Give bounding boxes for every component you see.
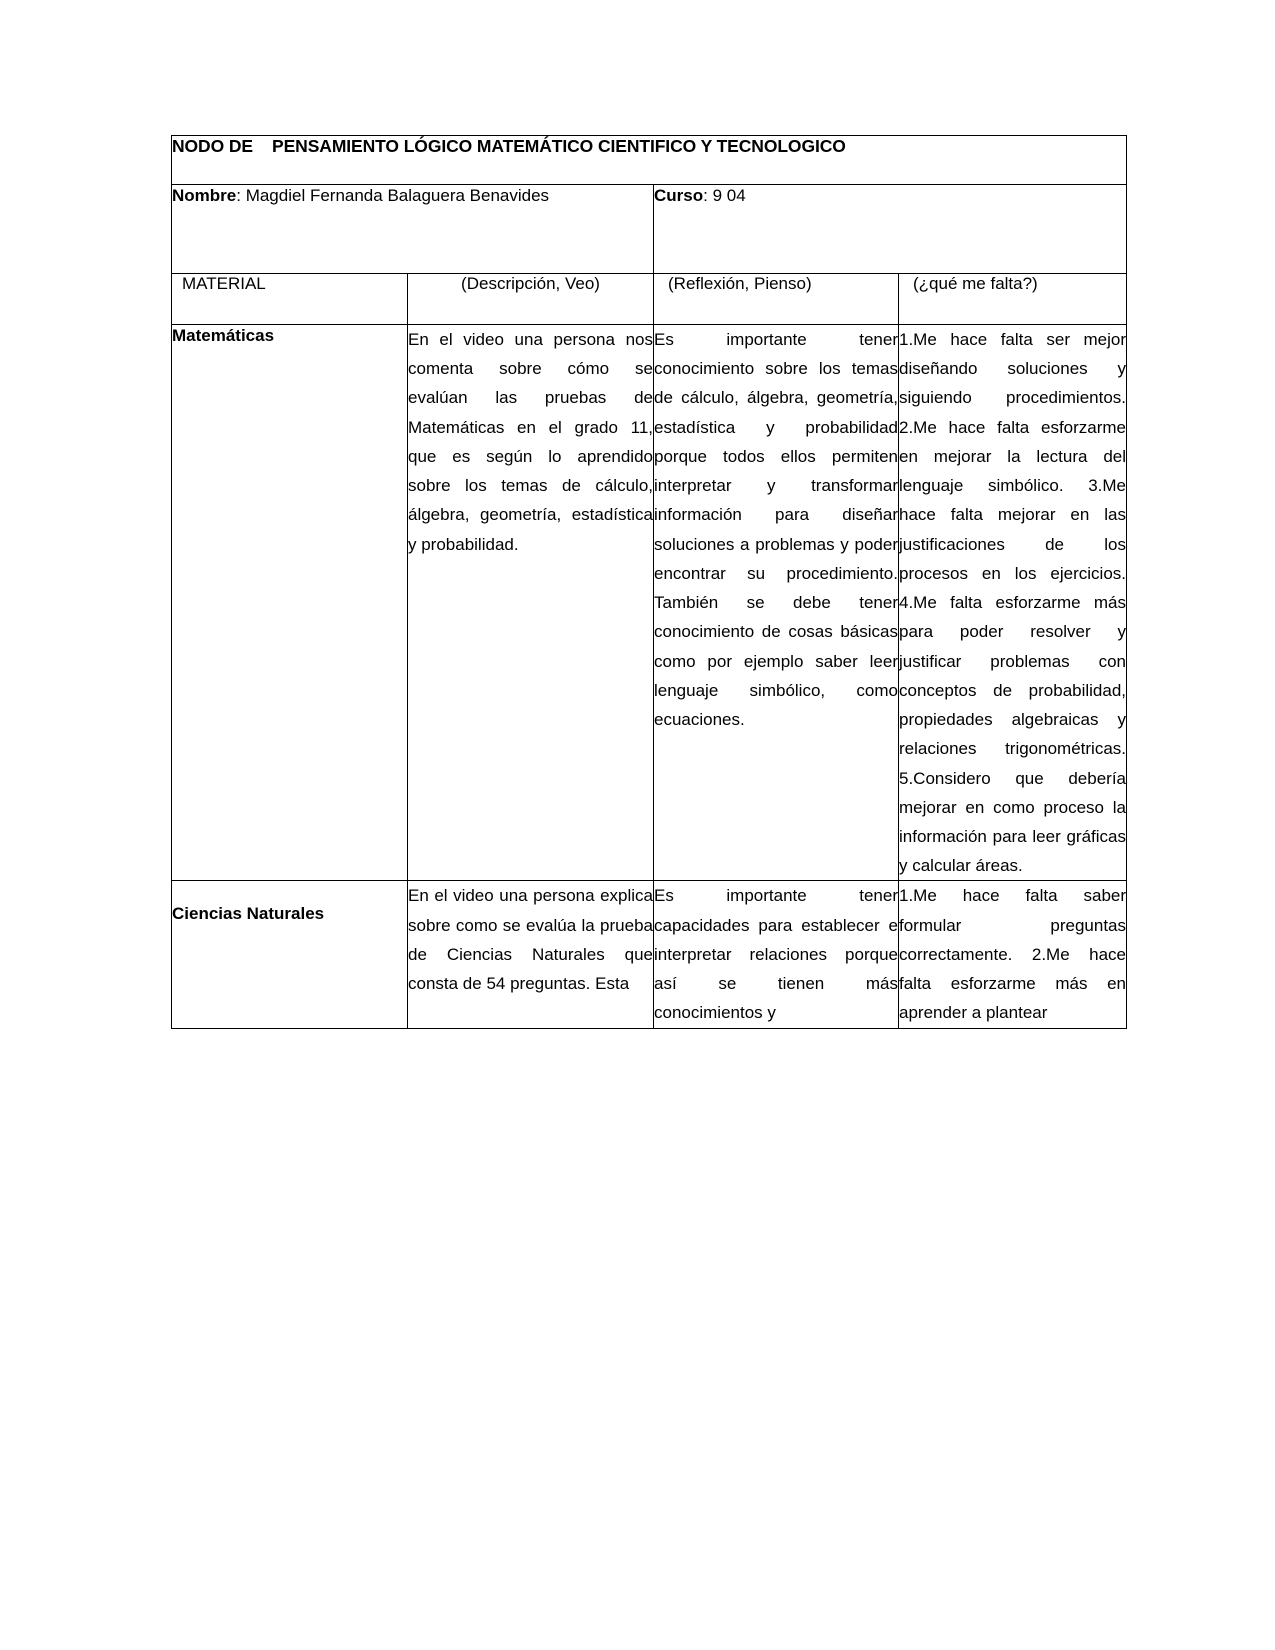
table-row <box>172 881 1127 1028</box>
column-header-falta: (¿qué me falta?) <box>899 274 1127 325</box>
student-name-cell <box>172 185 654 274</box>
cell-text: 1.Me hace falta saber formular preguntas correctamente. 2.Me hace falta esforzarme más en aprender a plantear <box>899 886 1127 1023</box>
student-name-label: Nombre <box>172 186 237 205</box>
colon-separator: : <box>236 186 246 205</box>
student-course-value: 9 04 <box>712 186 746 205</box>
cell-text: Es importante tener capacidades para establecer e interpretar relaciones porque así se tienen más conocimientos y <box>654 886 898 1023</box>
column-header-descripcion: (Descripción, Veo) <box>408 274 654 325</box>
cell-falta-matematicas <box>899 325 1127 881</box>
column-header-material: MATERIAL <box>172 274 408 325</box>
cell-reflexion-matematicas <box>654 325 899 881</box>
cell-text: En el video una persona explica sobre como se evalúa la prueba de Ciencias Naturales que consta de 54 preguntas. Esta <box>408 886 653 994</box>
cell-text: 1.Me hace falta ser mejor diseñando soluciones y siguiendo procedimientos. 2.Me hace falta esforzarme en mejorar la lectura del lenguaje simbólico. 3.Me hace falta mejorar en las justificaciones de los procesos en los ejercicios. 4.Me falta esforzarme más para poder resolver y justificar problemas con conceptos de probabilidad, propiedades algebraicas y relaciones trigonométricas. 5.Considero que debería mejorar en como proceso la información para leer gráficas y calcular áreas. <box>899 330 1127 876</box>
document-title: NODO DE PENSAMIENTO LÓGICO MATEMÁTICO CIENTIFICO Y TECNOLOGICO <box>172 136 1127 185</box>
table-row-student-info <box>172 185 1127 274</box>
table-row-column-headers <box>172 274 1127 325</box>
cell-descripcion-matematicas <box>408 325 654 881</box>
student-name-value: Magdiel Fernanda Balaguera Benavides <box>245 186 550 205</box>
cell-text: En el video una persona nos comenta sobre cómo se evalúan las pruebas de Matemáticas en el grado 11, que es según lo aprendido sobre los temas de cálculo, álgebra, geometría, estadística y probabilidad. <box>408 330 653 554</box>
row-subject-matematicas: Matemáticas <box>172 325 408 881</box>
cell-reflexion-ciencias-naturales <box>654 881 899 1028</box>
table-row <box>172 325 1127 881</box>
nodo-table <box>171 135 1127 1029</box>
column-header-reflexion: (Reflexión, Pienso) <box>654 274 899 325</box>
student-course-label: Curso <box>654 186 704 205</box>
student-course-cell <box>654 185 1127 274</box>
row-subject-ciencias-naturales: Ciencias Naturales <box>172 881 408 1028</box>
cell-text: Es importante tener conocimiento sobre los temas de cálculo, álgebra, geometría, estadística y probabilidad porque todos ellos permiten interpretar y transformar información para diseñar soluciones a problemas y poder encontrar su procedimiento. También se debe tener conocimiento de cosas básicas como por ejemplo saber leer lenguaje simbólico, como ecuaciones. <box>654 330 898 730</box>
table-row-title <box>172 136 1127 185</box>
cell-descripcion-ciencias-naturales <box>408 881 654 1028</box>
cell-falta-ciencias-naturales <box>899 881 1127 1028</box>
colon-separator: : <box>703 186 713 205</box>
